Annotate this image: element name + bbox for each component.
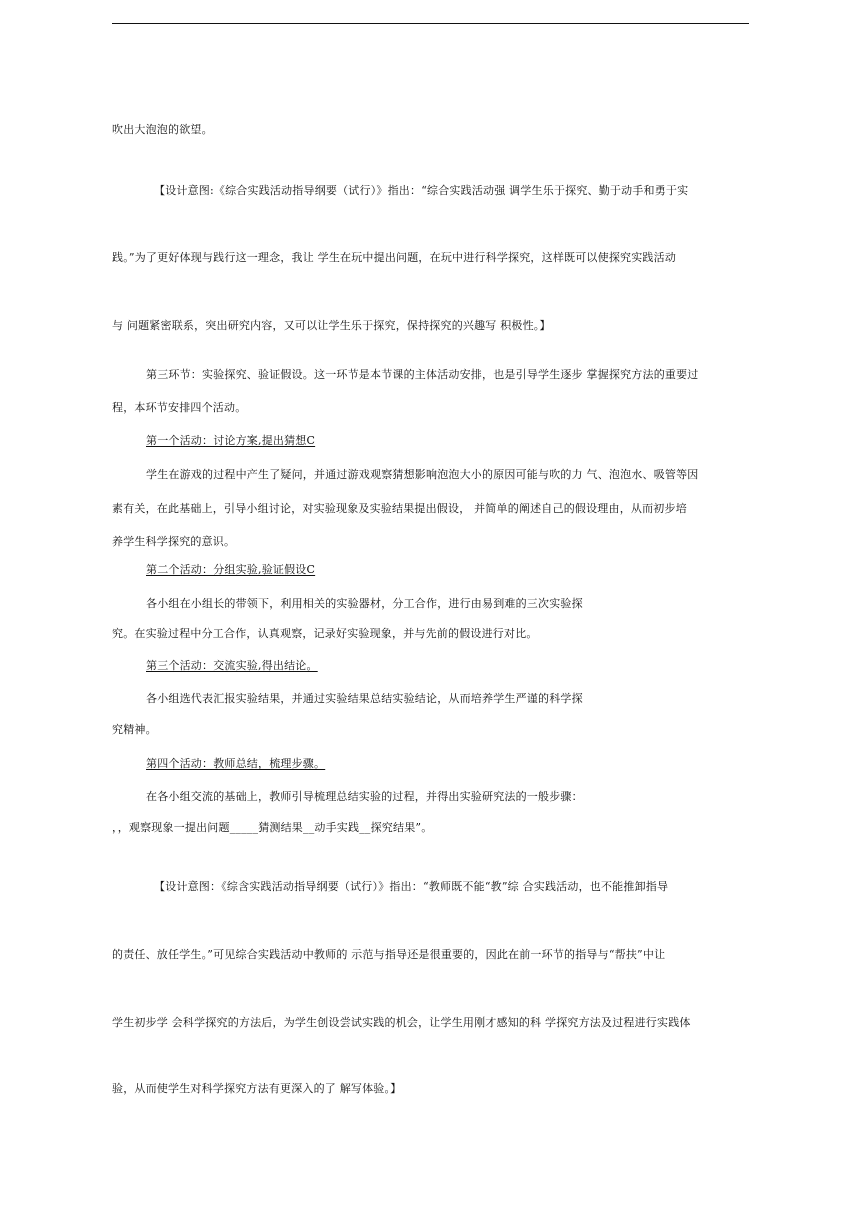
text-line: 各小组选代表汇报实验结果，并通过实验结果总结实验结论，从而培养学生严谨的科学探 xyxy=(146,692,583,705)
subheading: 第二个活动：分组实验,验证假设C xyxy=(146,563,316,576)
text-line: 学生在游戏的过程中产生了疑问，并通过游戏观察猜想影响泡泡大小的原因可能与吹的力 气、泡泡水、吸管等因 xyxy=(146,468,699,481)
subheading: 第四个活动：教师总结，梳理步骤。 xyxy=(146,757,326,770)
text-line: 在各小组交流的基础上，教师引导梳理总结实验的过程，并得出实验研究法的一般步骤： xyxy=(146,790,583,803)
text-line: 各小组在小组长的带领下，利用相关的实验器材，分工合作，进行由易到难的三次实验探 xyxy=(146,597,583,610)
text-line: 程，本环节安排四个活动。 xyxy=(112,401,247,414)
text-line: 养学生科学探究的意识。 xyxy=(112,535,236,548)
subheading: 第三个活动：交流实验,得出结论。 xyxy=(146,659,318,672)
text-line: 【设计意图:《综合实践活动指导纲要（试行）》指出：“综合实践活动强 调学生乐于探究、勤于动手和勇于实 xyxy=(154,184,689,197)
header-rule xyxy=(112,23,749,24)
text-line: 学生初步学 会科学探究的方法后，为学生创设尝试实践的机会，让学生用刚才感知的科 学探究方法及过程进行实践体 xyxy=(112,1016,691,1029)
text-line: 究精神。 xyxy=(112,723,157,736)
text-line: 验，从而使学生对科学探究方法有更深入的了 解写体验。】 xyxy=(112,1082,402,1095)
text-line: 【设计意图：《综含实践活动指导纲要（试行）》指出：“教师既不能“教”综 合实践活动，也不能推卸指导 xyxy=(154,880,669,893)
text-line: 第三环节：实验探究、验证假设。这一环节是本节课的主体活动安排，也是引导学生逐步 掌握探究方法的重要过 xyxy=(146,368,699,381)
text-line: 与 问题紧密联系，突出研究内容，又可以让学生乐于探究，保持探究的兴趣写 积极性。】 xyxy=(112,319,551,332)
text-line: 素有关，在此基础上，引导小组讨论，对实验现象及实验结果提出假设， 并简单的阐述自己的假设理由，从而初步培 xyxy=(112,502,687,515)
text-line: ，，观察现象一提出问题_____猜测结果__动手实践__探究结果”。 xyxy=(112,821,433,834)
subheading: 第一个活动：讨论方案,提出猜想C xyxy=(146,434,316,447)
text-line: 践。”为了更好体现与践行这一理念，我让 学生在玩中提出问题，在玩中进行科学探究，这样既可以使探究实践活动 xyxy=(112,251,677,264)
text-line: 究。在实验过程中分工合作，认真观察，记录好实验现象，并与先前的假设进行对比。 xyxy=(112,627,538,640)
text-line: 吹出大泡泡的欲望。 xyxy=(112,123,213,136)
text-line: 的责任、放任学生。”可见综合实践活动中教师的 示范与指导还是很重要的，因此在前一环节的指导与“帮扶”中让 xyxy=(112,948,666,961)
